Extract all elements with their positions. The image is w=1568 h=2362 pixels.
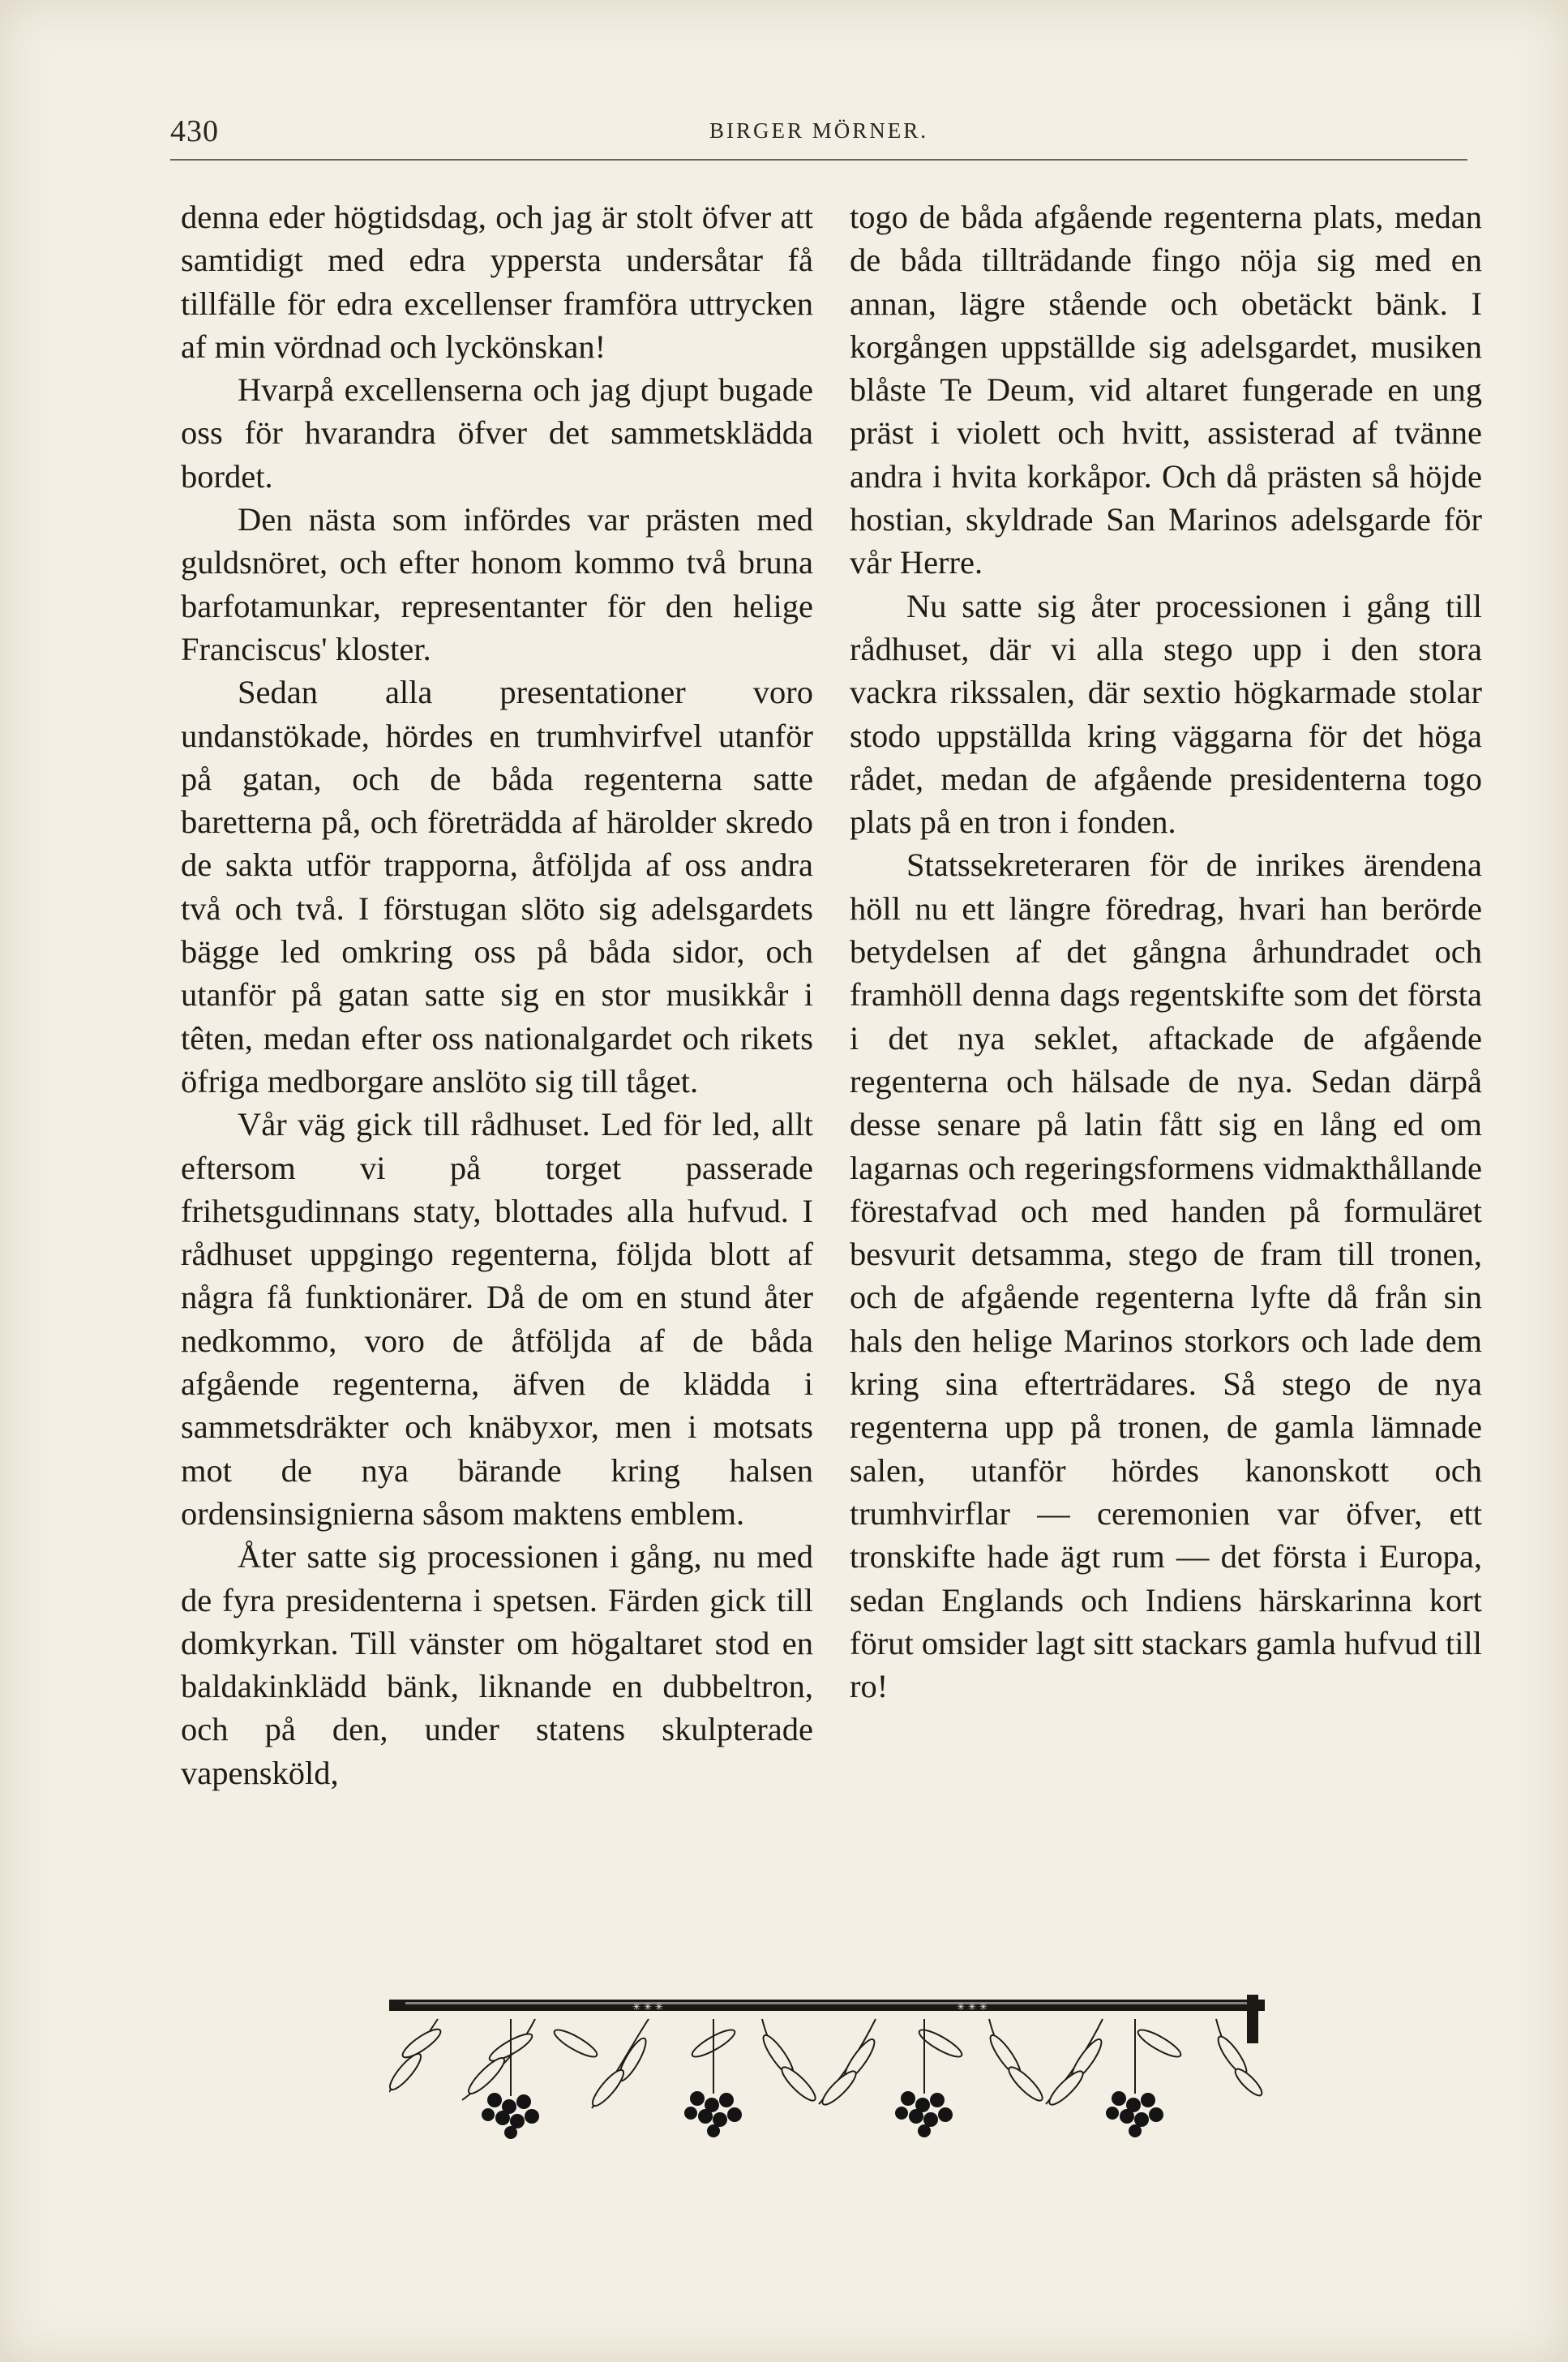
page-number: 430: [170, 114, 219, 148]
paragraph: Den nästa som infördes var prästen med guldsnöret, och efter honom kommo två bruna barfotamunkar, representanter för den helige Franciscus' kloster.: [181, 501, 813, 667]
paragraph: Åter satte sig processionen i gång, nu med de fyra presidenterna i spetsen. Färden gick till domkyrkan. Till vänster om högaltaret stod en baldakinklädd bänk, liknande en dubbeltron, och på den, under statens skulpterade vapensköld,: [181, 1538, 813, 1791]
paragraph: Hvarpå excellenserna och jag djupt bugade oss för hvarandra öfver det sammetsklädda bordet.: [181, 371, 813, 495]
header-rule: [170, 159, 1467, 161]
left-column: [181, 195, 813, 1794]
svg-text:✳ ✳ ✳: ✳ ✳ ✳: [632, 2001, 663, 2013]
paragraph: Nu satte sig åter processionen i gång till rådhuset, där vi alla stego upp i den stora vackra rikssalen, där sextio högkarmade stolar stodo uppställda kring väggarna för det höga rådet, medan de afgående presidenterna togo plats på en tron i fonden.: [850, 587, 1482, 841]
paragraph: denna eder högtidsdag, och jag är stolt öfver att samtidigt med edra yppersta undersåtar få tillfälle för edra excellenser framföra uttrycken af min vördnad och lyckönskan!: [181, 199, 813, 365]
paragraph: Statssekreteraren för de inrikes ärendena höll nu ett längre föredrag, hvari han berörde betydelsen af det gångna århundradet och framhöll denna dags regentskifte som det första i det nya seklet, aftackade de afgående regenterna och hälsade de nya. Sedan därpå desse senare på latin fått sig en lång ed om lagarnas och regeringsformens vidmakthållande förestafvad och med handen på formuläret besvurit detsamma, stego de fram till tronen, och de afgående regenterna lyfte då från sin hals den helige Marinos storkors och lade dem kring sina efterträdares. Så stego de nya regenterna upp på tronen, de gamla lämnade salen, utanför hördes kanonskott och trumhvirflar — ceremonien var öfver, ett tronskifte hade ägt rum — det första i Europa, sedan Englands och Indiens härskarinna kort förut omsider lagt sitt stackars gamla hufvud till ro!: [850, 847, 1482, 1705]
paragraph: togo de båda afgående regenterna plats, medan de båda tillträdande fingo nöja sig med en annan, lägre stående och obetäckt bänk. I korgången uppställde sig adelsgardet, musiken blåste Te Deum, vid altaret fungerade en ung präst i violett och hvitt, assisterad af tvänne andra i hvita korkåpor. Och då prästen så höjde hostian, skyldrade San Marinos adelsgarde för vår Herre.: [850, 199, 1482, 581]
running-head: BIRGER MÖRNER.: [709, 118, 929, 143]
paragraph: Sedan alla presentationer voro undanstökade, hördes en trumhvirfvel utanför på gatan, och de båda regenterna satte baretterna på, och företrädda af härolder skredo de sakta utför trapporna, åtföljda af oss andra två och två. I förstugan slöto sig adelsgardets bägge led omkring oss på båda sidor, och utanför på gatan satte sig en stor musikkår i têten, medan efter oss nationalgardet och rikets öfriga medborgare anslöto sig till tåget.: [181, 674, 813, 1100]
svg-text:✳ ✳ ✳: ✳ ✳ ✳: [957, 2001, 987, 2013]
paragraph: Vår väg gick till rådhuset. Led för led, allt eftersom vi på torget passerade frihetsgudinnans staty, blottades alla hufvud. I rådhuset uppgingo regenterna, följda blott af några få funktionärer. Då de om en stund åter nedkommo, voro de åtföljda af de båda afgående regenterna, äfven de klädda i sammetsdräkter och knäbyxor, men i motsats mot de nya bärande kring halsen ordensinsignierna såsom maktens emblem.: [181, 1106, 813, 1532]
page-header: [170, 114, 1467, 162]
right-column: [850, 195, 1482, 1708]
rowan-berry-ornament-icon: [389, 1995, 1265, 2141]
